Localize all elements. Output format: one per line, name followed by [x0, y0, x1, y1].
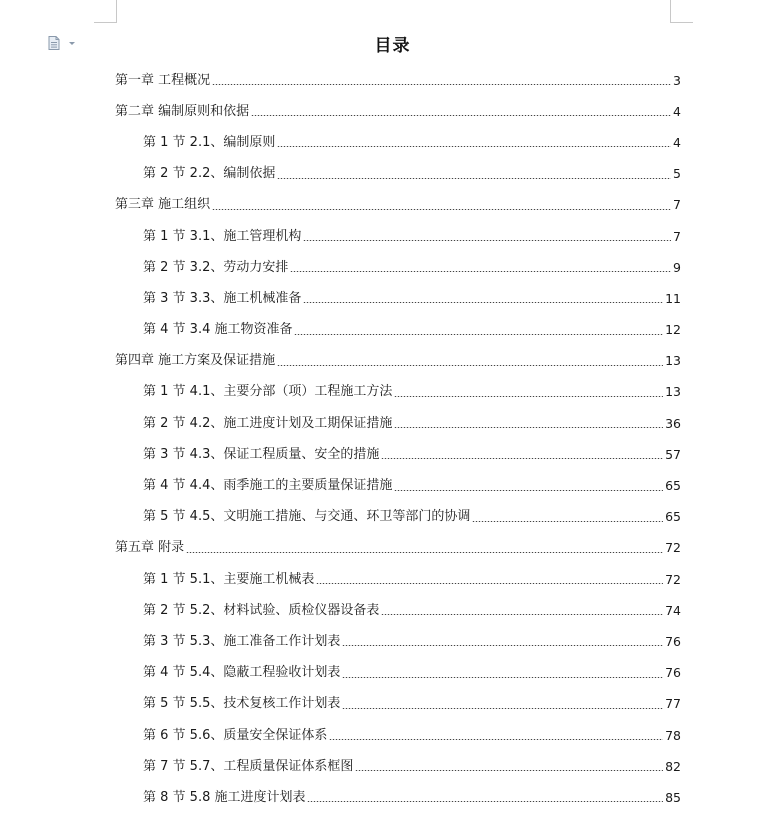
- toc-entry-text: 第 1 节 5.1、主要施工机械表: [143, 571, 315, 587]
- page-corner-mark-right: [670, 0, 693, 23]
- toc-entry-text: 第 2 节 2.2、编制依据: [143, 166, 276, 182]
- toc-entry-text: 第 3 节 5.3、施工准备工作计划表: [143, 633, 341, 649]
- toc-entry-text: 第 8 节 5.8 施工进度计划表: [143, 789, 306, 805]
- toc-section-entry[interactable]: [0, 377, 780, 408]
- toc-chapter-entry[interactable]: [0, 65, 780, 96]
- toc-section-entry[interactable]: [0, 782, 780, 813]
- toc-entry-text: 第 1 节 2.1、编制原则: [143, 134, 276, 150]
- toc-page-number: 13: [665, 353, 681, 369]
- toc-page-number: 65: [665, 509, 681, 525]
- toc-entry-text: 第五章 附录: [115, 540, 185, 556]
- toc-dot-leader: [329, 739, 663, 740]
- toc-entry-text: 第 5 节 5.5、技术复核工作计划表: [143, 696, 341, 712]
- toc-page-number: 72: [665, 540, 681, 556]
- toc-page-number: 36: [665, 415, 681, 431]
- toc-dot-leader: [316, 583, 663, 584]
- toc-dot-leader: [472, 521, 663, 522]
- toc-entry-text: 第 3 节 4.3、保证工程质量、安全的措施: [143, 446, 380, 462]
- toc-entry-text: 第 5 节 4.5、文明施工措施、与交通、环卫等部门的协调: [143, 509, 471, 525]
- toc-page-number: 76: [665, 665, 681, 681]
- toc-page-number: 74: [665, 602, 681, 618]
- toc-dot-leader: [342, 708, 663, 709]
- toc-section-entry[interactable]: [0, 408, 780, 439]
- toc-dot-leader: [277, 365, 663, 366]
- toc-dot-leader: [342, 645, 663, 646]
- toc-chapter-entry[interactable]: [0, 96, 780, 127]
- toc-page-number: 11: [665, 290, 681, 306]
- toc-page-number: 76: [665, 633, 681, 649]
- toc-entry-text: 第 4 节 3.4 施工物资准备: [143, 322, 293, 338]
- toc-section-entry[interactable]: [0, 502, 780, 533]
- toc-dot-leader: [212, 209, 671, 210]
- toc-title: 目录: [374, 36, 411, 56]
- toc-section-entry[interactable]: [0, 315, 780, 346]
- toc-entry-text: 第 1 节 4.1、主要分部（项）工程施工方法: [143, 384, 393, 400]
- toc-dot-leader: [294, 334, 663, 335]
- toc-chapter-entry[interactable]: [0, 346, 780, 377]
- toc-section-entry[interactable]: [0, 626, 780, 657]
- toc-page-number: 82: [665, 758, 681, 774]
- toc-entry-text: 第 6 节 5.6、质量安全保证体系: [143, 727, 328, 743]
- toc-dot-leader: [251, 115, 671, 116]
- toc-dot-leader: [303, 302, 663, 303]
- toc-section-entry[interactable]: [0, 658, 780, 689]
- page-corner-mark-left: [94, 0, 117, 23]
- toc-page-number: 72: [665, 571, 681, 587]
- toc-section-entry[interactable]: [0, 751, 780, 782]
- toc-entry-text: 第 7 节 5.7、工程质量保证体系框图: [143, 758, 354, 774]
- toc-entry-text: 第 4 节 5.4、隐蔽工程验收计划表: [143, 665, 341, 681]
- toc-dot-leader: [381, 614, 663, 615]
- toc-dot-leader: [381, 458, 663, 459]
- toc-entry-text: 第 3 节 3.3、施工机械准备: [143, 290, 302, 306]
- toc-section-entry[interactable]: [0, 720, 780, 751]
- toc-dot-leader: [355, 770, 663, 771]
- toc-page-number: 77: [665, 696, 681, 712]
- toc-section-entry[interactable]: [0, 564, 780, 595]
- toc-entry-text: 第一章 工程概况: [115, 72, 211, 88]
- toc-page-number: 12: [665, 322, 681, 338]
- toc-chapter-entry[interactable]: [0, 533, 780, 564]
- toc-entry-text: 第 1 节 3.1、施工管理机构: [143, 228, 302, 244]
- toc-section-entry[interactable]: [0, 127, 780, 158]
- toc-dot-leader: [277, 146, 671, 147]
- toc-dot-leader: [394, 490, 663, 491]
- toc-section-entry[interactable]: [0, 595, 780, 626]
- toc-list: [0, 65, 780, 814]
- toc-entry-text: 第四章 施工方案及保证措施: [115, 353, 276, 369]
- toc-entry-text: 第 2 节 3.2、劳动力安排: [143, 259, 289, 275]
- toc-entry-text: 第 4 节 4.4、雨季施工的主要质量保证措施: [143, 478, 393, 494]
- toc-page-number: 7: [673, 197, 681, 213]
- toc-dot-leader: [394, 396, 663, 397]
- toc-dot-leader: [307, 801, 663, 802]
- toc-dot-leader: [394, 427, 663, 428]
- toc-dot-leader: [277, 178, 671, 179]
- toc-entry-text: 第 2 节 4.2、施工进度计划及工期保证措施: [143, 415, 393, 431]
- toc-page-number: 65: [665, 478, 681, 494]
- toc-section-entry[interactable]: [0, 283, 780, 314]
- toc-section-entry[interactable]: [0, 159, 780, 190]
- toc-section-entry[interactable]: [0, 252, 780, 283]
- toc-page-number: 7: [673, 228, 681, 244]
- toc-section-entry[interactable]: [0, 221, 780, 252]
- toc-chapter-entry[interactable]: [0, 190, 780, 221]
- toc-page-number: 4: [673, 134, 681, 150]
- toc-dot-leader: [303, 240, 671, 241]
- toc-page-number: 5: [673, 166, 681, 182]
- toc-page-number: 85: [665, 789, 681, 805]
- toc-page-number: 13: [665, 384, 681, 400]
- toc-page-number: 78: [665, 727, 681, 743]
- toc-dot-leader: [186, 552, 663, 553]
- toc-page-number: 4: [673, 103, 681, 119]
- toc-entry-text: 第三章 施工组织: [115, 197, 211, 213]
- toc-page-number: 9: [673, 259, 681, 275]
- toc-dot-leader: [342, 677, 663, 678]
- toc-page-number: 57: [665, 446, 681, 462]
- toc-section-entry[interactable]: [0, 439, 780, 470]
- toc-section-entry[interactable]: [0, 470, 780, 501]
- toc-dot-leader: [212, 84, 671, 85]
- toc-page-number: 3: [673, 72, 681, 88]
- toc-section-entry[interactable]: [0, 689, 780, 720]
- toc-entry-text: 第二章 编制原则和依据: [115, 103, 250, 119]
- toc-dot-leader: [290, 271, 671, 272]
- toc-entry-text: 第 2 节 5.2、材料试验、质检仪器设备表: [143, 602, 380, 618]
